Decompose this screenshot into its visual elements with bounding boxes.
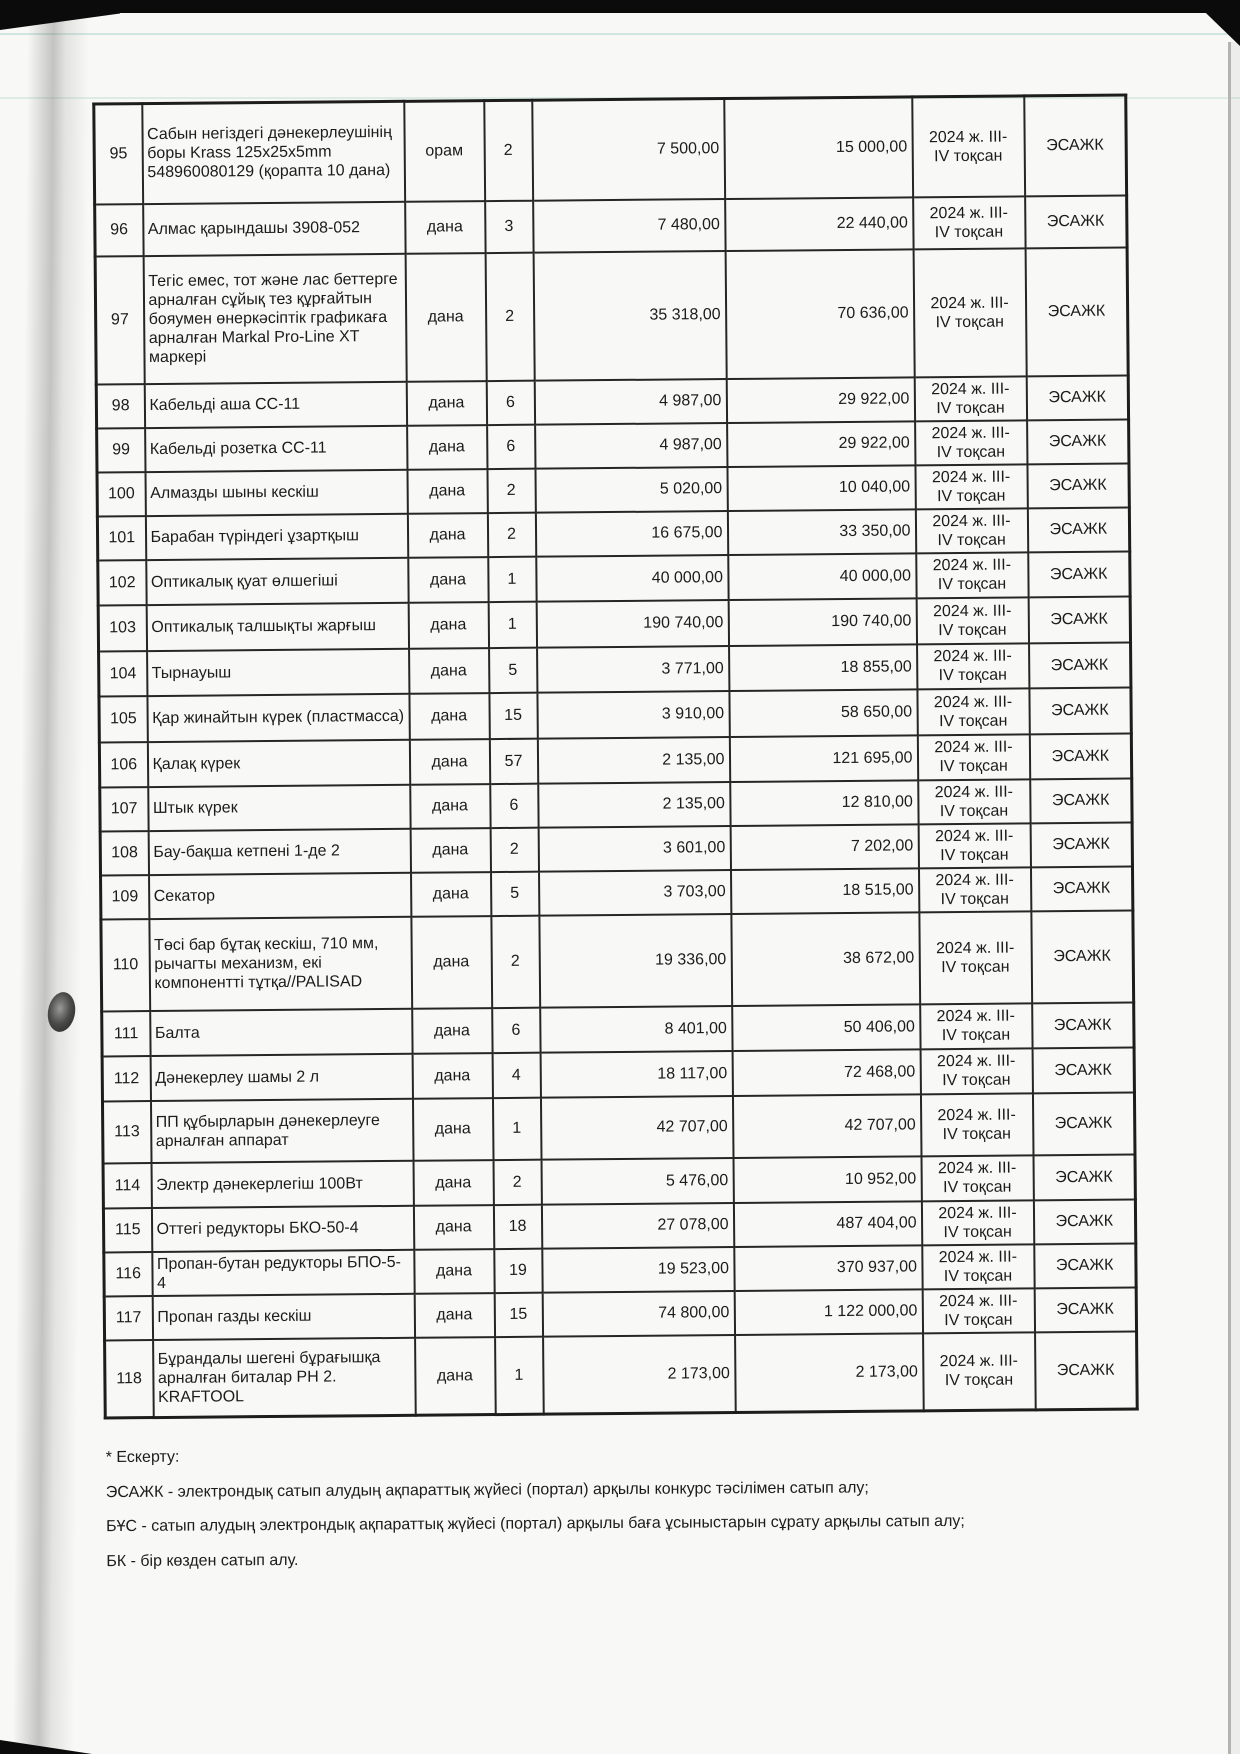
table-body: [94, 95, 1137, 1418]
cell-no: 111: [102, 1011, 150, 1056]
cell-total: 38 672,00: [731, 912, 920, 1006]
cell-method: ЭСАЖК: [1030, 778, 1132, 823]
cell-qty: 6: [492, 1007, 540, 1052]
cell-period: 2024 ж. III- IV тоқсан: [917, 643, 1029, 689]
cell-method: ЭСАЖК: [1030, 822, 1132, 867]
cell-name: Штык күрек: [148, 784, 410, 830]
cell-unit: дана: [413, 1160, 493, 1206]
cell-unit-price: 42 707,00: [540, 1095, 733, 1159]
cell-no: 116: [104, 1252, 152, 1296]
page-edge-line: [1228, 42, 1231, 1754]
cell-name: Барабан түріндегі ұзартқыш: [145, 513, 407, 559]
cell-unit: дана: [409, 739, 489, 785]
cell-method: ЭСАЖК: [1028, 596, 1130, 643]
cell-total: 7 202,00: [730, 824, 918, 870]
cell-period: 2024 ж. III- IV тоқсан: [920, 1093, 1033, 1156]
cell-name: ПП құбырларын дәнекерлеуге арналған аппарат: [150, 1098, 413, 1162]
cell-period: 2024 ж. III- IV тоқсан: [918, 867, 1030, 912]
cell-unit: дана: [412, 1098, 493, 1161]
cell-total: 10 952,00: [733, 1156, 921, 1203]
cell-method: ЭСАЖК: [1032, 1047, 1134, 1093]
cell-unit: дана: [408, 557, 488, 603]
cell-qty: 2: [485, 252, 534, 380]
cell-period: 2024 ж. III- IV тоқсан: [922, 1244, 1034, 1289]
cell-no: 117: [104, 1296, 152, 1340]
table-row: [95, 195, 1127, 256]
cell-unit: дана: [408, 602, 488, 649]
cell-unit-price: 8 401,00: [540, 1005, 732, 1052]
cell-method: ЭСАЖК: [1028, 551, 1130, 597]
cell-name: Алмас қарындашы 3908-052: [143, 201, 405, 255]
cell-name: Секатор: [149, 872, 411, 918]
cell-unit: дана: [409, 693, 489, 740]
cell-method: ЭСАЖК: [1034, 1287, 1136, 1332]
cell-unit-price: 4 987,00: [535, 423, 727, 469]
cell-name: Пропан газды кескіш: [152, 1293, 414, 1339]
cell-method: ЭСАЖК: [1027, 507, 1129, 552]
cell-unit-price: 19 336,00: [539, 913, 732, 1007]
cell-unit: дана: [407, 513, 487, 558]
cell-no: 108: [100, 831, 148, 875]
cell-total: 15 000,00: [724, 97, 913, 199]
cell-period: 2024 ж. III- IV тоқсан: [919, 911, 1032, 1004]
cell-no: 103: [98, 605, 146, 651]
cell-method: ЭСАЖК: [1031, 910, 1134, 1003]
cell-no: 95: [94, 104, 143, 204]
cell-name: Тырнауыш: [147, 648, 409, 695]
cell-period: 2024 ж. III- IV тоқсан: [918, 779, 1030, 824]
cell-total: 22 440,00: [725, 197, 913, 251]
cell-method: ЭСАЖК: [1033, 1154, 1135, 1200]
cell-qty: 2: [491, 915, 540, 1007]
cell-unit: дана: [409, 648, 489, 694]
cell-method: ЭСАЖК: [1035, 1331, 1138, 1410]
cell-unit: дана: [410, 784, 490, 829]
cell-name: Алмазды шыны кескіш: [145, 469, 407, 515]
cell-unit-price: 2 135,00: [537, 737, 729, 784]
page-edge-margin: [1231, 42, 1240, 1754]
cell-qty: 5: [490, 871, 538, 915]
cell-unit-price: 2 135,00: [538, 782, 730, 828]
cell-name: Кабельді аша СС-11: [144, 381, 406, 427]
cell-unit-price: 16 675,00: [535, 511, 727, 557]
cell-unit-price: 3 703,00: [538, 870, 730, 916]
table-row: [102, 1092, 1135, 1163]
cell-unit: дана: [412, 1053, 492, 1099]
cell-qty: 6: [486, 380, 534, 424]
cell-unit-price: 19 523,00: [542, 1246, 734, 1292]
cell-total: 18 515,00: [730, 868, 918, 914]
page-fold-shadow: [12, 13, 89, 1754]
cell-no: 106: [99, 742, 147, 787]
cell-unit: дана: [414, 1249, 494, 1294]
cell-qty: 2: [493, 1159, 541, 1204]
cell-name: Кабельді розетка СС-11: [145, 425, 407, 471]
cell-method: ЭСАЖК: [1029, 733, 1131, 779]
cell-name: Оптикалық талшықты жарғыш: [146, 602, 408, 650]
cell-unit: дана: [411, 916, 492, 1009]
cell-unit: дана: [413, 1205, 493, 1250]
cell-method: ЭСАЖК: [1024, 95, 1127, 196]
cell-unit-price: 3 601,00: [538, 826, 730, 872]
cell-name: Пропан-бутан редукторы БПО-5-4: [152, 1249, 414, 1295]
cell-qty: 5: [489, 647, 537, 692]
cell-unit-price: 7 500,00: [532, 99, 725, 201]
cell-qty: 6: [490, 783, 538, 827]
cell-no: 107: [100, 787, 148, 831]
cell-no: 102: [98, 560, 146, 605]
cell-total: 2 173,00: [735, 1333, 924, 1413]
cell-name: Төсі бар бұтақ кескіш, 710 мм, рычагты механизм, екі компонентті тұтқа//PALISAD: [149, 916, 412, 1010]
cell-method: ЭСАЖК: [1026, 375, 1128, 420]
cell-method: ЭСАЖК: [1025, 195, 1127, 248]
cell-no: 96: [95, 204, 143, 256]
cell-period: 2024 ж. III- IV тоқсан: [913, 248, 1026, 377]
cell-qty: 57: [489, 738, 537, 783]
cell-period: 2024 ж. III- IV тоқсан: [915, 508, 1027, 553]
cell-qty: 2: [487, 468, 535, 512]
cell-method: ЭСАЖК: [1030, 866, 1132, 911]
cell-unit: дана: [407, 469, 487, 514]
table-row: [105, 1331, 1138, 1418]
cell-total: 72 468,00: [732, 1049, 920, 1096]
cell-unit: дана: [412, 1008, 492, 1054]
cell-period: 2024 ж. III- IV тоқсан: [915, 420, 1027, 465]
cell-total: 58 650,00: [729, 689, 917, 737]
cell-qty: 1: [488, 556, 536, 601]
cell-total: 33 350,00: [727, 509, 915, 555]
cell-method: ЭСАЖК: [1032, 1002, 1134, 1048]
cell-name: Электр дәнекерлегіш 100Вт: [151, 1160, 413, 1207]
footnote-title: * Ескерту:: [105, 1448, 180, 1467]
cell-period: 2024 ж. III- IV тоқсан: [923, 1332, 1036, 1411]
cell-name: Қалақ күрек: [147, 739, 409, 786]
cell-unit: дана: [414, 1293, 494, 1338]
cell-total: 12 810,00: [730, 780, 918, 826]
footnote-line: БК - бір көзден сатып алу.: [106, 1551, 299, 1570]
cell-qty: 19: [494, 1248, 542, 1292]
cell-unit: дана: [407, 425, 487, 470]
cell-method: ЭСАЖК: [1029, 687, 1131, 734]
cell-total: 487 404,00: [733, 1201, 921, 1247]
cell-total: 370 937,00: [734, 1245, 922, 1291]
cell-method: ЭСАЖК: [1025, 247, 1128, 376]
cell-no: 104: [99, 651, 147, 696]
cell-period: 2024 ж. III- IV тоқсан: [922, 1288, 1034, 1333]
cell-period: 2024 ж. III- IV тоқсан: [921, 1155, 1033, 1201]
footnote: [106, 1435, 1117, 1579]
cell-unit-price: 5 476,00: [541, 1157, 733, 1204]
cell-period: 2024 ж. III- IV тоқсан: [918, 823, 1030, 868]
cell-unit-price: 5 020,00: [535, 467, 727, 513]
cell-total: 1 122 000,00: [734, 1289, 922, 1335]
cell-total: 29 922,00: [726, 377, 914, 423]
cell-unit-price: 2 173,00: [543, 1334, 736, 1414]
cell-name: Оттегі редукторы БКО-50-4: [151, 1205, 413, 1251]
cell-period: 2024 ж. III- IV тоқсан: [916, 597, 1028, 644]
cell-unit-price: 74 800,00: [542, 1290, 734, 1336]
cell-no: 109: [101, 875, 149, 919]
cell-unit: дана: [406, 381, 486, 426]
cell-no: 114: [103, 1163, 151, 1208]
cell-unit-price: 40 000,00: [536, 555, 728, 602]
cell-method: ЭСАЖК: [1032, 1092, 1135, 1155]
scanner-edge-top: [0, 0, 1240, 13]
footnote-line: БҰС - сатып алудың электрондық ақпараттық жүйесі (портал) арқылы баға ұсыныстарын сұрату арқылы сатып алу;: [106, 1512, 965, 1536]
cell-no: 118: [105, 1340, 154, 1418]
cell-period: 2024 ж. III- IV тоқсан: [917, 734, 1029, 780]
cell-method: ЭСАЖК: [1027, 419, 1129, 464]
cell-total: 10 040,00: [727, 465, 915, 511]
cell-method: ЭСАЖК: [1029, 642, 1131, 688]
cell-no: 98: [96, 384, 144, 428]
footnote-line: ЭСАЖК - электрондық сатып алудың ақпараттық жүйесі (портал) арқылы конкурс тәсілімен сатып алу;: [105, 1478, 869, 1501]
cell-unit: дана: [405, 253, 486, 382]
cell-period: 2024 ж. III- IV тоқсан: [912, 96, 1025, 197]
cell-total: 42 707,00: [732, 1094, 921, 1158]
footnote-lines: [106, 1469, 1117, 1579]
cell-unit: дана: [410, 828, 490, 873]
cell-no: 99: [97, 428, 145, 472]
cell-name: Дәнекерлеу шамы 2 л: [150, 1053, 412, 1100]
cell-name: Сабын негіздегі дәнекерлеушінің боры Krass 125x25x5mm 548960080129 (қорапта 10 дана): [142, 101, 405, 203]
cell-unit: дана: [415, 1337, 496, 1416]
cell-period: 2024 ж. III- IV тоқсан: [913, 196, 1025, 249]
cell-no: 115: [103, 1208, 151, 1252]
cell-period: 2024 ж. III- IV тоқсан: [914, 376, 1026, 421]
cell-qty: 2: [490, 827, 538, 871]
cell-period: 2024 ж. III- IV тоқсан: [916, 552, 1028, 598]
cell-unit-price: 190 740,00: [536, 600, 728, 648]
cell-period: 2024 ж. III- IV тоқсан: [917, 688, 1029, 735]
cell-unit-price: 3 910,00: [537, 691, 729, 739]
cell-unit-price: 18 117,00: [540, 1050, 732, 1097]
cell-qty: 18: [493, 1204, 541, 1248]
cell-unit: орам: [404, 101, 485, 202]
cell-qty: 4: [492, 1052, 540, 1097]
cell-total: 190 740,00: [728, 598, 916, 646]
cell-total: 18 855,00: [729, 644, 917, 691]
cell-unit-price: 4 987,00: [534, 379, 726, 425]
cell-total: 70 636,00: [725, 249, 914, 379]
cell-qty: 2: [484, 100, 533, 200]
scan-line-artifact: [0, 33, 1240, 35]
cell-total: 40 000,00: [728, 553, 916, 600]
cell-no: 110: [101, 919, 150, 1011]
cell-qty: 6: [487, 424, 535, 468]
cell-unit-price: 7 480,00: [533, 199, 725, 253]
cell-name: Қар жинайтын күрек (пластмасса): [147, 693, 409, 741]
cell-unit: дана: [405, 201, 485, 254]
cell-total: 29 922,00: [727, 421, 915, 467]
cell-period: 2024 ж. III- IV тоқсан: [921, 1200, 1033, 1245]
cell-qty: 3: [485, 200, 533, 252]
cell-name: Тегіс емес, тот және лас беттерге арналған сұйық тез құрғайтын бояумен өнеркәсіптік графикаға арналған Markal Pro-Line XT маркері: [143, 253, 406, 383]
cell-no: 105: [99, 696, 147, 742]
table-row: [101, 910, 1134, 1011]
table-row: [95, 247, 1128, 384]
cell-qty: 15: [494, 1292, 542, 1336]
cell-period: 2024 ж. III- IV тоқсан: [920, 1003, 1032, 1049]
cell-no: 101: [97, 516, 145, 560]
cell-method: ЭСАЖК: [1027, 463, 1129, 508]
cell-name: Бұрандалы шегені бұрағышқа арналған биталар PH 2. KRAFTOOL: [153, 1337, 416, 1417]
cell-qty: 1: [492, 1097, 541, 1159]
cell-no: 100: [97, 472, 145, 516]
cell-total: 121 695,00: [729, 735, 917, 782]
cell-method: ЭСАЖК: [1034, 1243, 1136, 1288]
cell-qty: 1: [495, 1336, 544, 1414]
cell-unit-price: 27 078,00: [541, 1202, 733, 1248]
cell-no: 97: [95, 256, 144, 384]
cell-qty: 15: [489, 692, 537, 738]
cell-no: 113: [102, 1101, 151, 1163]
cell-no: 112: [102, 1056, 150, 1101]
cell-qty: 2: [487, 512, 535, 556]
cell-period: 2024 ж. III- IV тоқсан: [920, 1048, 1032, 1094]
cell-unit-price: 35 318,00: [533, 251, 726, 381]
cell-qty: 1: [488, 601, 536, 647]
table-row: [94, 95, 1127, 204]
cell-name: Балта: [150, 1008, 412, 1055]
cell-unit-price: 3 771,00: [537, 646, 729, 693]
cell-total: 50 406,00: [732, 1004, 920, 1051]
cell-name: Бау-бақша кетпені 1-де 2: [148, 828, 410, 874]
cell-method: ЭСАЖК: [1033, 1199, 1135, 1244]
cell-period: 2024 ж. III- IV тоқсан: [915, 464, 1027, 509]
cell-name: Оптикалық қуат өлшегіші: [146, 557, 408, 604]
cell-unit: дана: [411, 872, 491, 917]
procurement-table: [92, 94, 1138, 1420]
